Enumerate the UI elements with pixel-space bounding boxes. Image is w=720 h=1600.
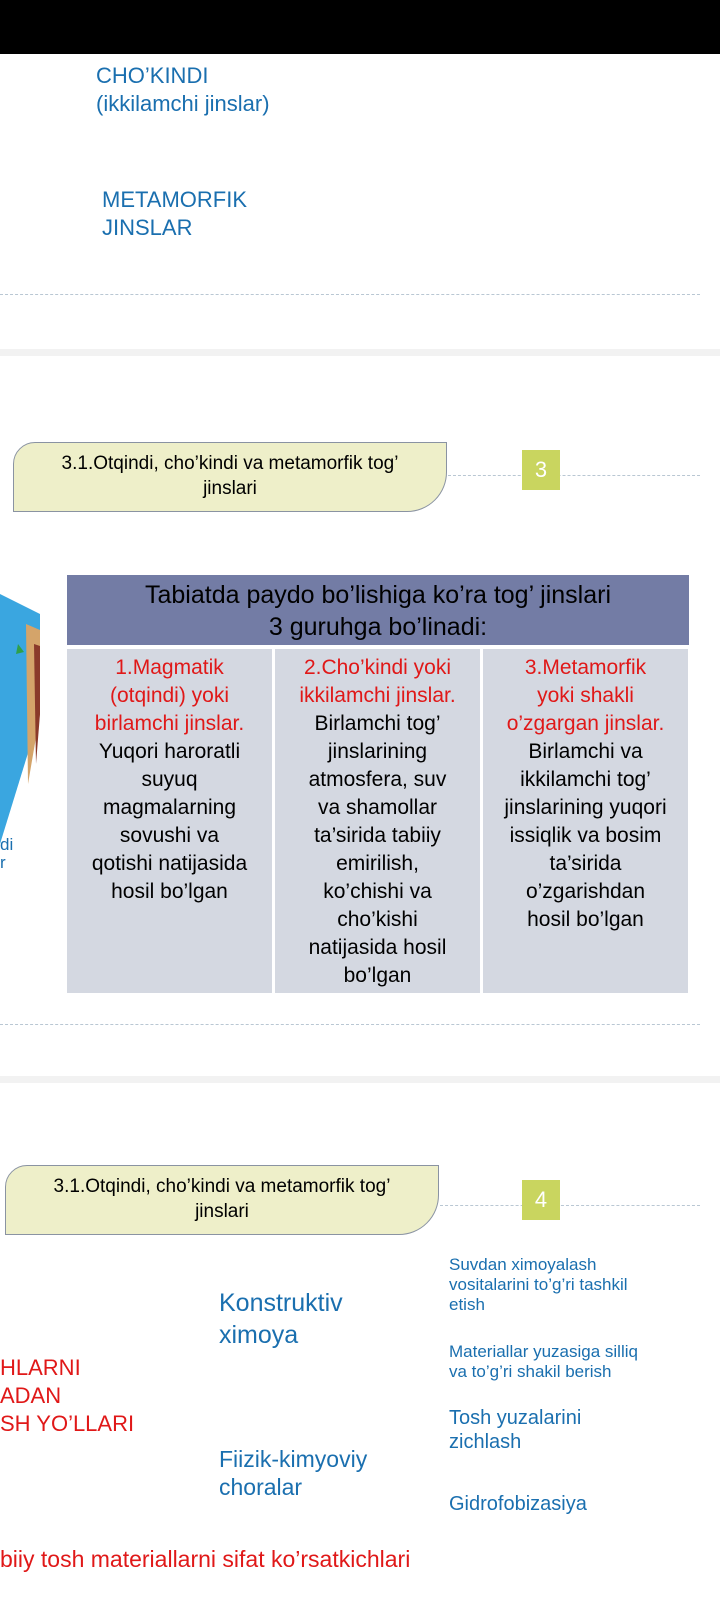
- side-text-fragment: [0, 836, 13, 872]
- slide-divider: [0, 1024, 700, 1025]
- bottom-caption: biiy tosh materiallarni sifat ko’rsatkichlari: [0, 1546, 411, 1572]
- method-zichlash: [449, 1406, 581, 1454]
- table-column-magmatik: [67, 649, 272, 993]
- method-3-line1: Tosh yuzalarini: [449, 1407, 582, 1429]
- column-body: Birlamchi tog’ jinslarining atmosfera, suv va shamollar ta’sirida tabiiy emirilish, ko’chishi va cho’kishi natijasida hosil bo’lgan: [308, 712, 447, 987]
- page-number-badge: 3: [522, 450, 560, 490]
- slide-title-line2: jinslari: [195, 1201, 249, 1222]
- column-body: Yuqori haroratli suyuq magmalarning sovushi va qotishi natijasida hosil bo’lgan: [91, 740, 248, 903]
- slide-title-line2: jinslari: [203, 478, 257, 499]
- label-metamorfik-line2: JINSLAR: [102, 215, 193, 240]
- label-metamorfik-line1: METAMORFIK: [102, 187, 248, 212]
- slide-title-line1: 3.1.Otqindi, cho’kindi va metamorfik tog’: [53, 1176, 391, 1197]
- left-heading-fragment: [0, 1354, 134, 1438]
- table-column-chokindi: [275, 649, 480, 993]
- left-heading-line2: ADAN: [0, 1383, 62, 1408]
- method-2-line1: Materiallar yuzasiga silliq: [449, 1342, 638, 1361]
- slide-divider: [0, 294, 700, 295]
- table-column-metamorfik: [483, 649, 688, 993]
- side-text-fragment-line2: r: [0, 853, 6, 872]
- column-body: Birlamchi va ikkilamchi tog’ jinslarining yuqori issiqlik va bosim ta’sirida o’zgarishdan hosil bo’lgan: [504, 740, 667, 931]
- slide-title: [13, 442, 447, 512]
- method-suvdan-ximoyalash: [449, 1255, 628, 1315]
- table-header: [67, 575, 689, 645]
- category-konstruktiv-line1: Konstruktiv: [219, 1289, 343, 1317]
- title-rule: [440, 1205, 700, 1206]
- method-silliq-shakil: [449, 1342, 638, 1382]
- status-bar: [0, 0, 720, 54]
- category-konstruktiv-line2: ximoya: [219, 1321, 299, 1349]
- side-text-fragment-line1: di: [0, 835, 14, 854]
- slide-1[interactable]: [0, 54, 720, 349]
- method-3-line2: zichlash: [449, 1431, 522, 1453]
- slide-title-line1: 3.1.Otqindi, cho’kindi va metamorfik tog’: [61, 453, 399, 474]
- table-header-line1: Tabiatda paydo bo’lishiga ko’ra tog’ jinslari: [144, 581, 611, 609]
- rock-illustration: [0, 594, 40, 844]
- method-gidrofobizasiya: Gidrofobizasiya: [449, 1493, 587, 1515]
- column-heading: 1.Magmatik (otqindi) yoki birlamchi jinslar.: [94, 656, 245, 735]
- left-heading-line1: HLARNI: [0, 1355, 81, 1380]
- page-number-badge: 4: [522, 1180, 560, 1220]
- column-heading: 2.Cho’kindi yoki ikkilamchi jinslar.: [299, 656, 456, 707]
- method-2-line2: va to’g’ri shakil berish: [449, 1362, 612, 1381]
- method-1-line1: Suvdan ximoyalash: [449, 1255, 597, 1274]
- title-rule: [448, 475, 700, 476]
- method-1-line3: etish: [449, 1295, 485, 1314]
- slide-2[interactable]: [0, 356, 720, 1076]
- category-fizik-kimyoviy: [219, 1445, 367, 1501]
- category-konstruktiv: [219, 1287, 343, 1351]
- label-chokindi: [96, 62, 270, 118]
- label-metamorfik: [102, 186, 247, 242]
- category-fizik-kimyoviy-line2: choralar: [219, 1474, 303, 1500]
- label-chokindi-line2: (ikkilamchi jinslar): [96, 91, 270, 116]
- slide-3[interactable]: [0, 1083, 720, 1600]
- table-header-line2: 3 guruhga bo’linadi:: [268, 613, 488, 641]
- method-1-line2: vositalarini to’g’ri tashkil: [449, 1275, 628, 1294]
- category-fizik-kimyoviy-line1: Fiizik-kimyoviy: [219, 1446, 368, 1472]
- slide-title: [5, 1165, 439, 1235]
- label-chokindi-line1: CHO’KINDI: [96, 63, 209, 88]
- column-heading: 3.Metamorfik yoki shakli o’zgargan jinslar.: [506, 656, 665, 735]
- left-heading-line3: SH YO’LLARI: [0, 1411, 135, 1436]
